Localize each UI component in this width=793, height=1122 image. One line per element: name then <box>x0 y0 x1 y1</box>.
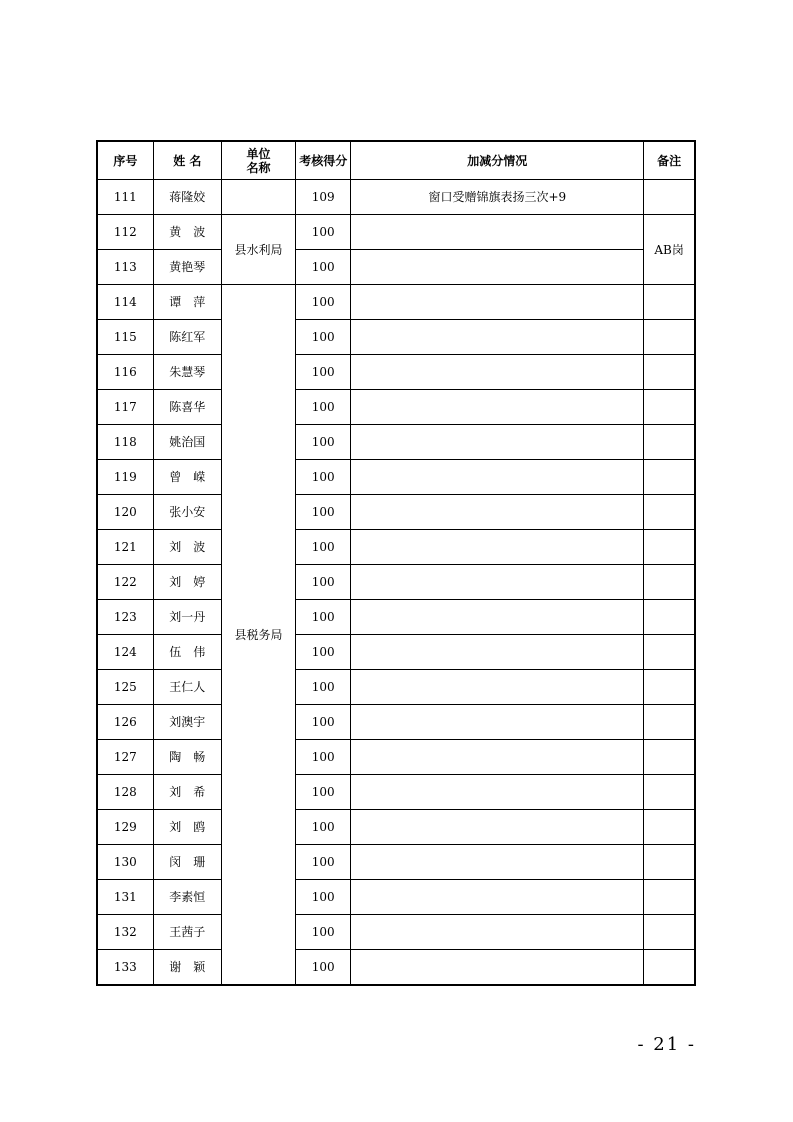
cell-adjust <box>351 810 644 845</box>
cell-seq: 127 <box>97 740 153 775</box>
table-row <box>97 600 695 635</box>
cell-score: 100 <box>296 355 351 390</box>
cell-remark: AB岗 <box>644 215 695 285</box>
cell-name: 谭 萍 <box>153 285 221 320</box>
cell-remark <box>644 530 695 565</box>
cell-adjust <box>351 845 644 880</box>
cell-remark <box>644 460 695 495</box>
table-row <box>97 670 695 705</box>
cell-adjust <box>351 425 644 460</box>
cell-score: 100 <box>296 320 351 355</box>
cell-seq: 116 <box>97 355 153 390</box>
cell-score: 100 <box>296 425 351 460</box>
cell-remark <box>644 845 695 880</box>
cell-unit: 县税务局 <box>221 285 295 986</box>
cell-score: 100 <box>296 670 351 705</box>
cell-name: 黄 波 <box>153 215 221 250</box>
cell-seq: 133 <box>97 950 153 986</box>
cell-name: 伍 伟 <box>153 635 221 670</box>
cell-adjust <box>351 320 644 355</box>
cell-adjust <box>351 215 644 250</box>
cell-remark <box>644 705 695 740</box>
cell-seq: 126 <box>97 705 153 740</box>
cell-seq: 130 <box>97 845 153 880</box>
cell-score: 100 <box>296 950 351 986</box>
cell-score: 100 <box>296 285 351 320</box>
cell-seq: 120 <box>97 495 153 530</box>
cell-name: 张小安 <box>153 495 221 530</box>
cell-name: 刘一丹 <box>153 600 221 635</box>
header-name: 姓 名 <box>153 141 221 180</box>
cell-adjust: 窗口受赠锦旗表扬三次+9 <box>351 180 644 215</box>
cell-score: 100 <box>296 915 351 950</box>
cell-score: 100 <box>296 600 351 635</box>
cell-seq: 132 <box>97 915 153 950</box>
cell-seq: 112 <box>97 215 153 250</box>
table-row <box>97 355 695 390</box>
cell-name: 刘 希 <box>153 775 221 810</box>
table-row <box>97 215 695 250</box>
cell-score: 100 <box>296 845 351 880</box>
cell-score: 100 <box>296 215 351 250</box>
cell-name: 蒋隆姣 <box>153 180 221 215</box>
table-row <box>97 775 695 810</box>
assessment-table <box>96 140 696 986</box>
cell-seq: 128 <box>97 775 153 810</box>
page-number: - 21 - <box>637 1034 696 1055</box>
cell-score: 100 <box>296 635 351 670</box>
cell-unit <box>221 180 295 215</box>
cell-seq: 121 <box>97 530 153 565</box>
cell-seq: 117 <box>97 390 153 425</box>
cell-remark <box>644 495 695 530</box>
cell-seq: 123 <box>97 600 153 635</box>
table-row <box>97 460 695 495</box>
table-row <box>97 180 695 215</box>
cell-score: 100 <box>296 565 351 600</box>
cell-remark <box>644 740 695 775</box>
cell-adjust <box>351 390 644 425</box>
cell-seq: 122 <box>97 565 153 600</box>
cell-name: 曾 嵘 <box>153 460 221 495</box>
cell-seq: 113 <box>97 250 153 285</box>
cell-seq: 118 <box>97 425 153 460</box>
table-row <box>97 565 695 600</box>
cell-score: 100 <box>296 495 351 530</box>
table-row <box>97 250 695 285</box>
table-row <box>97 740 695 775</box>
cell-adjust <box>351 775 644 810</box>
cell-name: 刘 鸥 <box>153 810 221 845</box>
cell-remark <box>644 775 695 810</box>
cell-name: 李素恒 <box>153 880 221 915</box>
cell-unit: 县水利局 <box>221 215 295 285</box>
table-row <box>97 320 695 355</box>
table-row <box>97 425 695 460</box>
cell-adjust <box>351 740 644 775</box>
table-row <box>97 915 695 950</box>
header-seq: 序号 <box>97 141 153 180</box>
cell-adjust <box>351 670 644 705</box>
cell-adjust <box>351 460 644 495</box>
cell-name: 谢 颖 <box>153 950 221 986</box>
cell-remark <box>644 320 695 355</box>
cell-seq: 125 <box>97 670 153 705</box>
cell-seq: 111 <box>97 180 153 215</box>
cell-name: 陈红军 <box>153 320 221 355</box>
table-row <box>97 950 695 986</box>
table-row <box>97 495 695 530</box>
cell-remark <box>644 180 695 215</box>
cell-remark <box>644 390 695 425</box>
cell-remark <box>644 425 695 460</box>
cell-name: 姚治国 <box>153 425 221 460</box>
table-row <box>97 635 695 670</box>
cell-score: 100 <box>296 775 351 810</box>
table-row <box>97 810 695 845</box>
header-unit: 单位 名称 <box>221 141 295 180</box>
cell-adjust <box>351 635 644 670</box>
cell-adjust <box>351 950 644 986</box>
cell-adjust <box>351 915 644 950</box>
cell-score: 100 <box>296 530 351 565</box>
cell-remark <box>644 670 695 705</box>
cell-remark <box>644 600 695 635</box>
cell-adjust <box>351 495 644 530</box>
header-adjust: 加减分情况 <box>351 141 644 180</box>
header-score: 考核得分 <box>296 141 351 180</box>
cell-remark <box>644 355 695 390</box>
cell-name: 闵 珊 <box>153 845 221 880</box>
cell-seq: 131 <box>97 880 153 915</box>
cell-adjust <box>351 530 644 565</box>
table-row <box>97 880 695 915</box>
cell-score: 100 <box>296 460 351 495</box>
table-row <box>97 285 695 320</box>
cell-remark <box>644 635 695 670</box>
cell-name: 朱慧琴 <box>153 355 221 390</box>
cell-adjust <box>351 250 644 285</box>
table-row <box>97 845 695 880</box>
cell-remark <box>644 565 695 600</box>
cell-adjust <box>351 600 644 635</box>
cell-name: 王茜子 <box>153 915 221 950</box>
cell-seq: 119 <box>97 460 153 495</box>
cell-name: 陶 畅 <box>153 740 221 775</box>
cell-score: 100 <box>296 250 351 285</box>
table-row <box>97 705 695 740</box>
cell-score: 100 <box>296 810 351 845</box>
cell-name: 刘 婷 <box>153 565 221 600</box>
cell-remark <box>644 810 695 845</box>
cell-score: 100 <box>296 740 351 775</box>
cell-name: 黄艳琴 <box>153 250 221 285</box>
cell-adjust <box>351 355 644 390</box>
cell-score: 109 <box>296 180 351 215</box>
cell-score: 100 <box>296 880 351 915</box>
cell-adjust <box>351 705 644 740</box>
cell-remark <box>644 915 695 950</box>
table-row <box>97 530 695 565</box>
cell-score: 100 <box>296 705 351 740</box>
cell-remark <box>644 285 695 320</box>
cell-adjust <box>351 565 644 600</box>
cell-seq: 124 <box>97 635 153 670</box>
cell-adjust <box>351 285 644 320</box>
cell-remark <box>644 950 695 986</box>
cell-score: 100 <box>296 390 351 425</box>
cell-name: 刘澳宇 <box>153 705 221 740</box>
cell-adjust <box>351 880 644 915</box>
cell-seq: 114 <box>97 285 153 320</box>
cell-remark <box>644 880 695 915</box>
table-row <box>97 390 695 425</box>
cell-name: 陈喜华 <box>153 390 221 425</box>
cell-seq: 115 <box>97 320 153 355</box>
cell-name: 王仁人 <box>153 670 221 705</box>
cell-name: 刘 波 <box>153 530 221 565</box>
cell-seq: 129 <box>97 810 153 845</box>
header-remark: 备注 <box>644 141 695 180</box>
header-row <box>97 141 695 180</box>
table-body <box>97 180 695 986</box>
